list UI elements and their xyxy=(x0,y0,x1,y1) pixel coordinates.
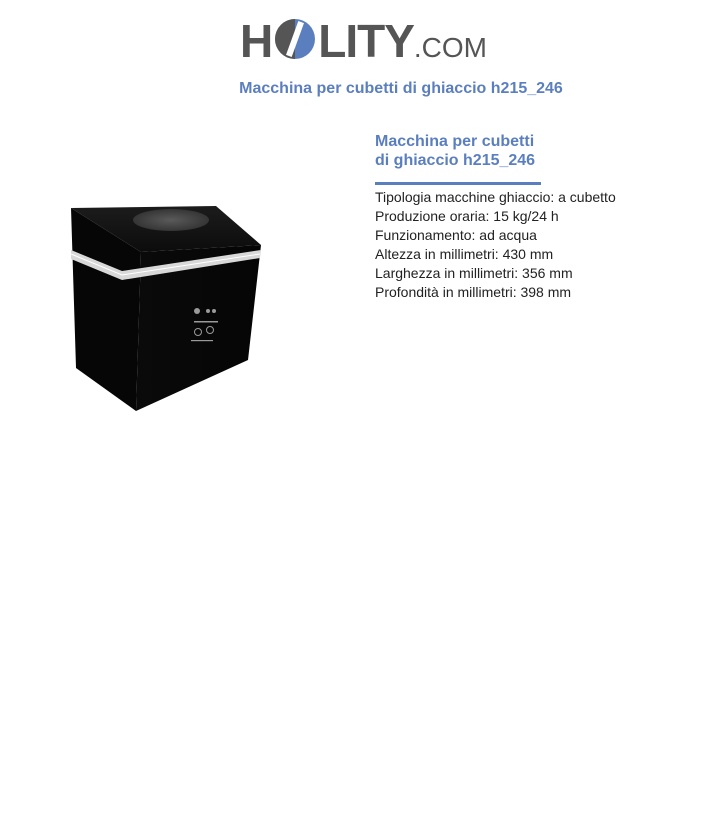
holity-logo xyxy=(240,10,488,70)
product-title-line-2: di ghiaccio h215_246 xyxy=(375,152,536,169)
product-info xyxy=(375,132,705,302)
logo-dotcom: .COM xyxy=(413,32,488,63)
holity-o-mark-icon xyxy=(273,17,317,61)
page-title: Macchina per cubetti di ghiaccio h215_246 xyxy=(239,80,563,97)
spec-list xyxy=(375,188,705,302)
spec-item-type: Tipologia macchine ghiaccio: a cubetto xyxy=(375,189,616,205)
product-title xyxy=(375,132,555,170)
spec-item-operation: Funzionamento: ad acqua xyxy=(375,227,537,243)
ice-maker-machine-image xyxy=(66,200,266,415)
product-title-line-1: Macchina per cubetti xyxy=(375,133,535,150)
logo-wordmark xyxy=(240,16,487,73)
title-divider xyxy=(375,182,541,185)
logo-letters-lity: LITY xyxy=(318,15,414,67)
spec-item-depth: Profondità in millimetri: 398 mm xyxy=(375,284,572,300)
spec-item-width: Larghezza in millimetri: 356 mm xyxy=(375,265,573,281)
spec-item-height: Altezza in millimetri: 430 mm xyxy=(375,246,554,262)
spec-item-hourly-output: Produzione oraria: 15 kg/24 h xyxy=(375,208,559,224)
logo-letter-h: H xyxy=(240,15,273,67)
